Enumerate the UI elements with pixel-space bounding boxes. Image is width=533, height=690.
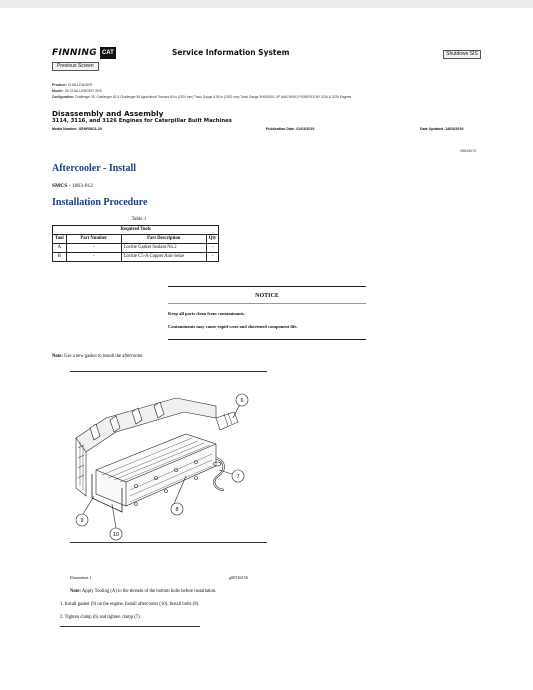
smcs-value: - 1063-012 (67, 183, 93, 189)
aftercooler-illustration (66, 378, 256, 546)
callout-7: 7 (236, 474, 240, 480)
table-row (53, 253, 219, 262)
media-number: Media Number -SENR3611-20 (52, 127, 102, 131)
column-header: Qty (206, 235, 219, 244)
step-2: 2. Tighten clamp (6) and tighten clamp (7). (60, 615, 141, 620)
product-value: CHALLENGER (67, 83, 93, 87)
table-cell: A (53, 244, 67, 253)
table-caption: Table 1 (131, 217, 147, 222)
notice-sub-rule (168, 303, 366, 304)
column-header: Tool (53, 235, 67, 244)
callout-8: 8 (175, 507, 179, 513)
column-header: Part Number (66, 235, 121, 244)
notice-top-rule (168, 286, 366, 287)
table-title-row (53, 226, 219, 235)
tooling-note (70, 589, 216, 594)
document-id: i06818676 (460, 149, 476, 153)
model-value: 35 CHALLENGER 3HS (64, 89, 102, 93)
product-label: Product: (52, 83, 67, 87)
notice-line-2: Contaminants may cause rapid wear and shortened component life. (168, 324, 298, 329)
date-updated: Date Updated -18/03/2019 (420, 127, 464, 131)
table-cell: B (53, 253, 67, 262)
column-header: Part Description (121, 235, 206, 244)
configuration-label: Configuration: (52, 95, 74, 99)
finning-cat-logo (52, 46, 116, 60)
page-title: Aftercooler - Install (52, 163, 137, 174)
logo-text: FINNING (52, 48, 97, 58)
callout-10: 10 (112, 532, 120, 538)
tooling-note-label: Note: (70, 589, 81, 594)
table-cell: - (66, 244, 121, 253)
step-1: 1. Install gasket (9) on the engine. Install aftercooler (10). Install bolts (8). (60, 602, 200, 607)
section-title: Installation Procedure (52, 197, 148, 208)
table-cell: - (206, 244, 219, 253)
smcs-code (52, 183, 93, 189)
callout-6: 6 (240, 398, 244, 404)
publication-date: Publication Date -01/03/2019 (266, 127, 315, 131)
note-label: Note: (52, 354, 63, 359)
shutdown-sis-button[interactable]: Shutdown SIS (443, 50, 481, 59)
viewer-top-bar (0, 0, 533, 8)
notice-bottom-rule (168, 339, 366, 340)
illustration-id: g00746156 (229, 575, 248, 580)
table-header-row (53, 235, 219, 244)
figure-top-rule (70, 371, 267, 372)
table-cell: - (206, 253, 219, 262)
illustration-label: Illustration 1 (70, 575, 92, 580)
product-line (52, 83, 92, 87)
model-label: Model: (52, 89, 64, 93)
model-line (52, 89, 102, 93)
notice-heading: NOTICE (255, 293, 279, 299)
configuration-value: Challenger 35, Challenger 45 & Challenger 55 Agricultural Tractors 60 in (1524 mm) Track Gauge & 80 in (2032 mm) Track Gauge 3HS00001-UP (MACHINE) POWERED BY 3116 & 3126 Engines (74, 95, 352, 99)
table-row (53, 244, 219, 253)
table-cell: Loctite C5-A Copper Anti-Seize (121, 253, 206, 262)
cat-badge: CAT (100, 47, 116, 59)
document-title: Disassembly and Assembly (52, 109, 164, 118)
note (52, 354, 144, 359)
notice-line-1: Keep all parts clean from contaminants. (168, 311, 245, 316)
table-cell: - (66, 253, 121, 262)
callout-9: 9 (80, 518, 84, 524)
system-title: Service Information System (172, 48, 290, 57)
document-subtitle: 3114, 3116, and 3126 Engines for Caterpillar Built Machines (52, 118, 232, 124)
smcs-label: SMCS (52, 183, 68, 189)
previous-screen-button[interactable]: Previous Screen (52, 62, 99, 71)
tooling-note-text: Apply Tooling (A) to the threads of the bottom bolts before installation. (80, 589, 217, 594)
configuration-line (52, 95, 351, 99)
steps-underline (60, 626, 200, 627)
note-text: Use a new gasket to install the aftercooler. (62, 354, 144, 359)
table-cell: Loctite Gasket Sealant No.2 (121, 244, 206, 253)
figure-bottom-rule (70, 542, 267, 543)
table-title: Required Tools (53, 226, 219, 235)
required-tools-table (52, 225, 219, 262)
